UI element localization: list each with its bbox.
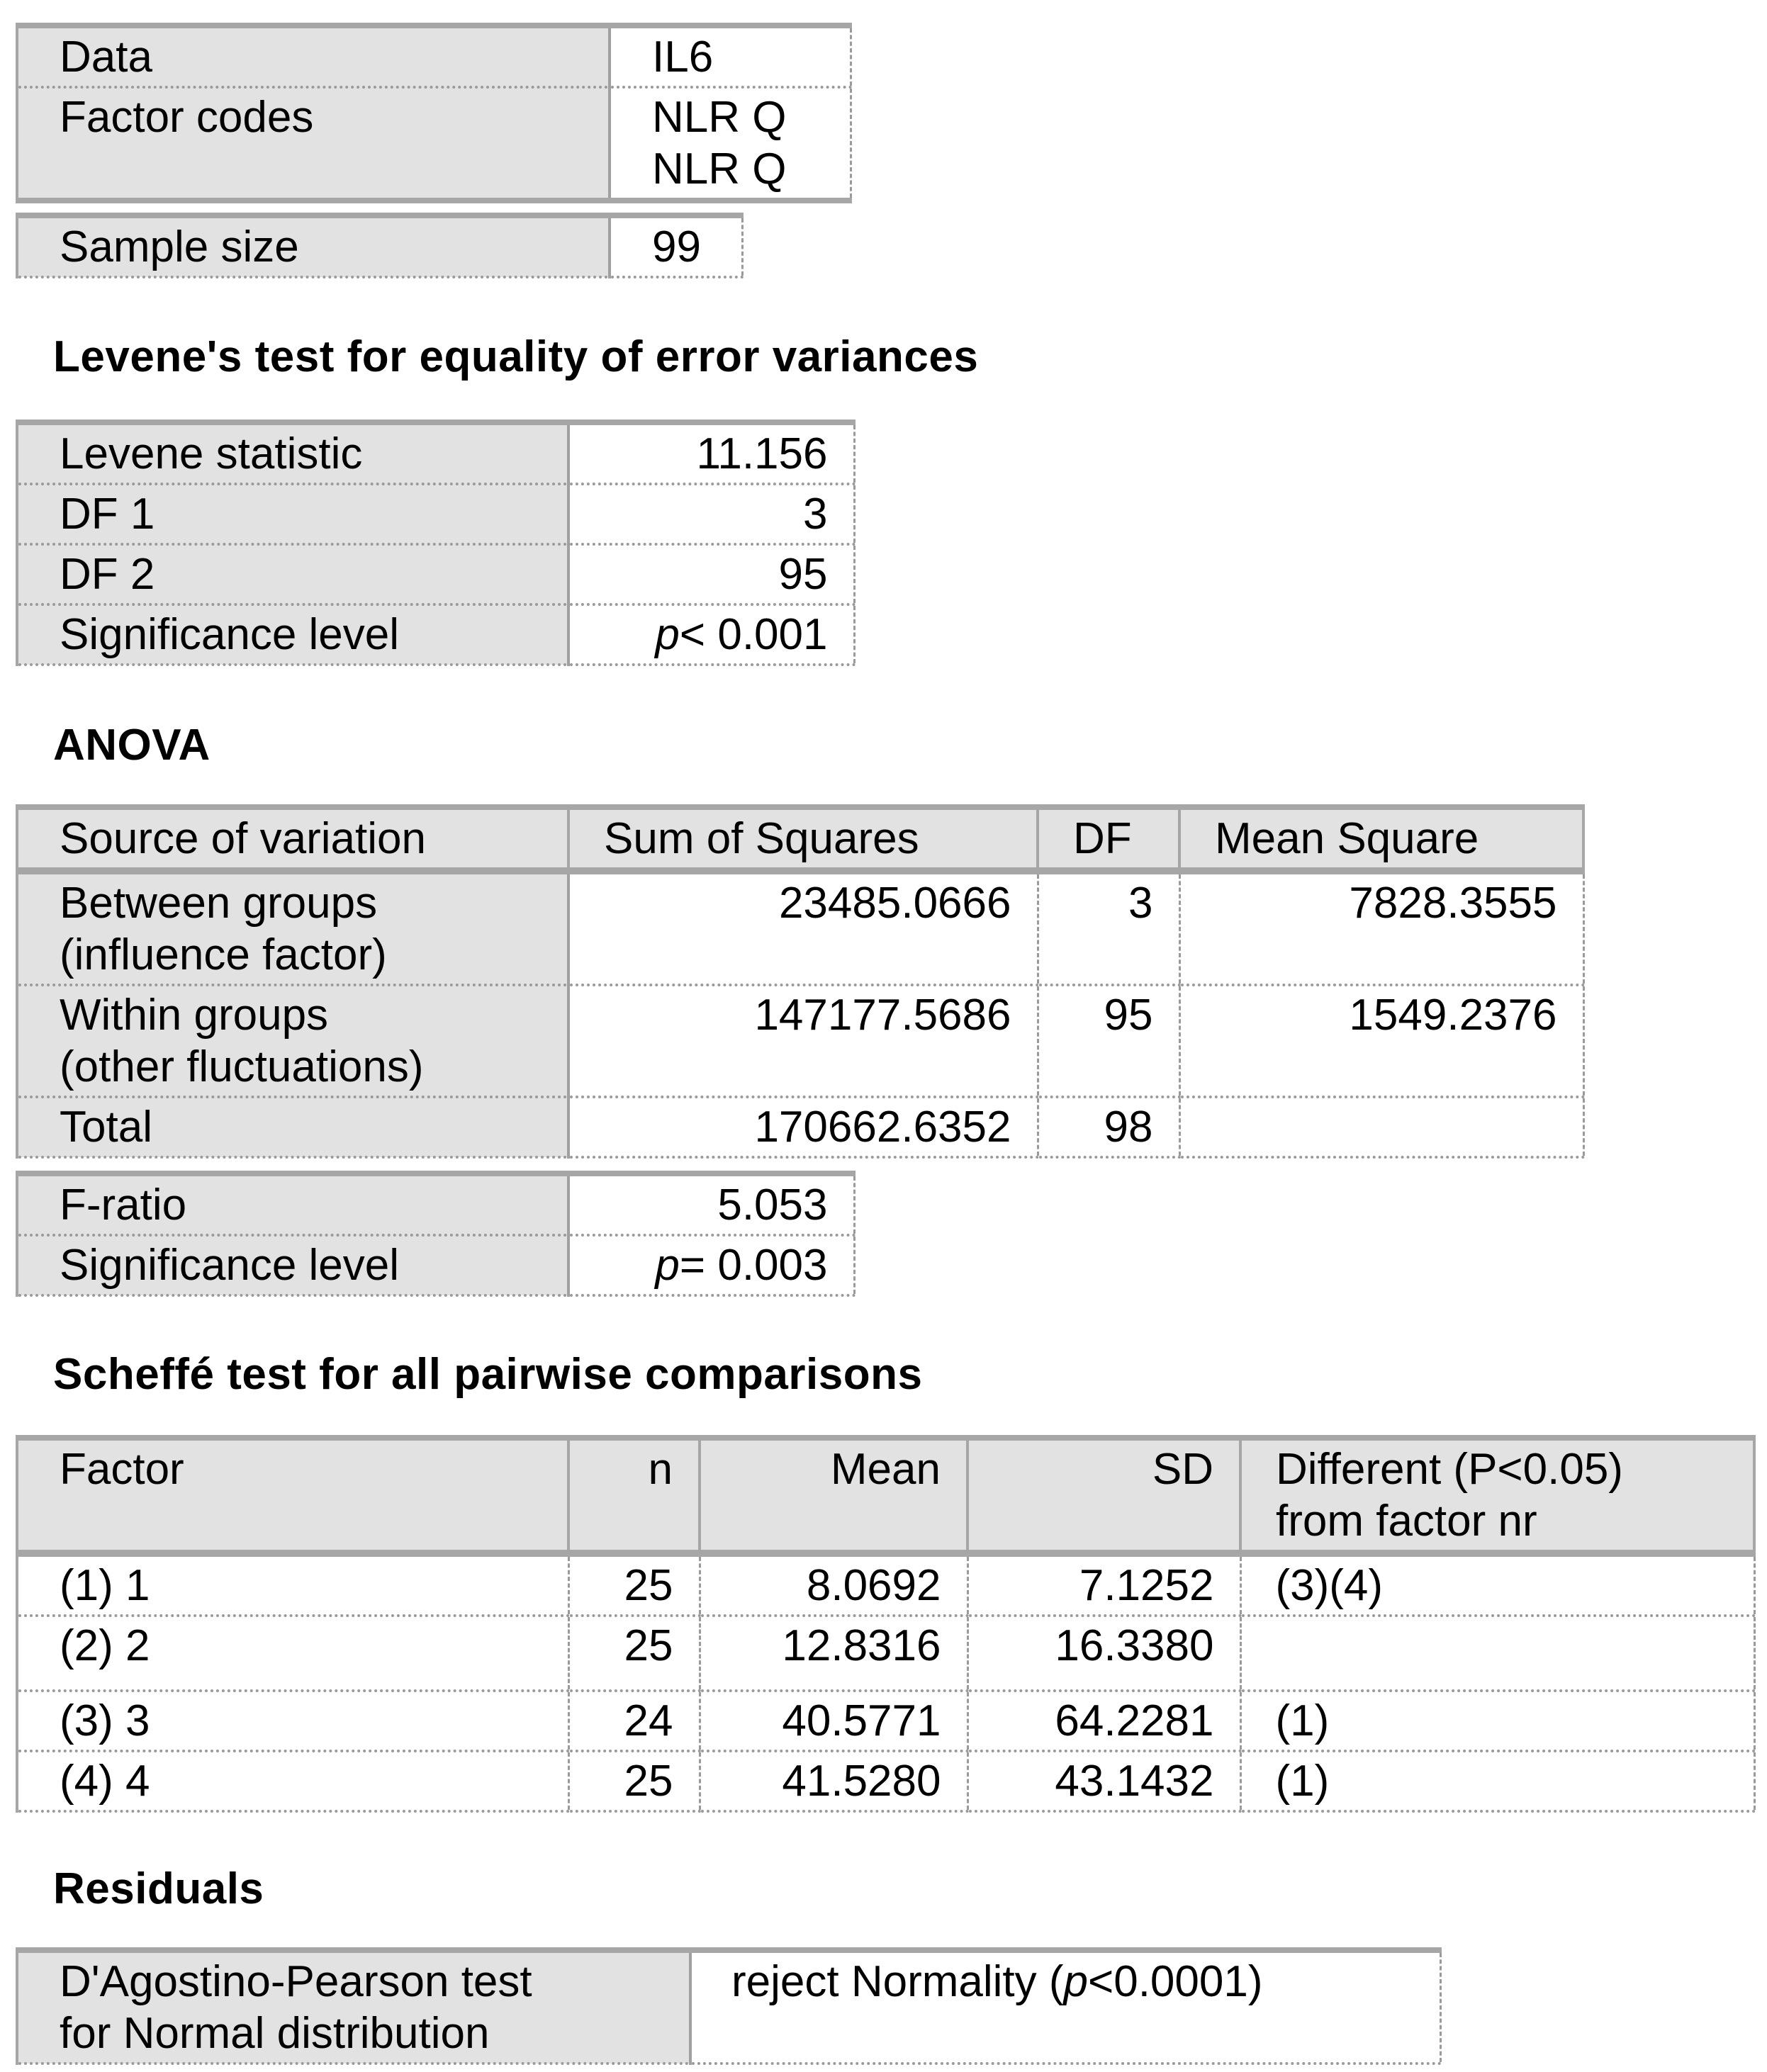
header-line-2: from factor nr xyxy=(1276,1497,1537,1545)
table-row xyxy=(17,1235,854,1295)
sum-of-squares-cell: 170662.6352 xyxy=(568,1097,1038,1157)
factor-cell: (4) 4 xyxy=(17,1751,568,1811)
mean-square-cell: 1549.2376 xyxy=(1179,985,1583,1097)
sample-size-label: Sample size xyxy=(60,223,299,271)
table-row xyxy=(17,1553,1754,1616)
sum-of-squares-cell: 147177.5686 xyxy=(568,985,1038,1097)
sample-size-table xyxy=(16,213,744,278)
sd-cell: 64.2281 xyxy=(967,1691,1240,1751)
row-label xyxy=(17,422,568,484)
p-symbol: p xyxy=(1063,1957,1088,2006)
anova-heading: ANOVA xyxy=(53,721,211,770)
sum-of-squares-cell: 23485.0666 xyxy=(568,871,1038,985)
row-value xyxy=(568,1235,854,1295)
significance-value: < 0.001 xyxy=(679,610,828,659)
row-label xyxy=(17,871,568,985)
source-line-2: (other fluctuations) xyxy=(60,1042,424,1091)
table-row xyxy=(17,985,1583,1097)
f-ratio-value: 5.053 xyxy=(717,1181,828,1229)
row-value xyxy=(610,215,742,277)
table-row xyxy=(17,215,742,277)
levene-table xyxy=(16,420,856,666)
header-row xyxy=(17,807,1583,871)
factor-cell: (2) 2 xyxy=(17,1616,568,1691)
column-header-different xyxy=(1240,1438,1754,1553)
anova-table xyxy=(16,804,1585,1159)
mean-square-cell xyxy=(1179,1097,1583,1157)
df-cell: 98 xyxy=(1038,1097,1179,1157)
different-cell: (1) xyxy=(1240,1691,1754,1751)
test-name-line-2: for Normal distribution xyxy=(60,2009,490,2058)
table-row xyxy=(17,422,854,484)
factor-code-1: NLR Q xyxy=(652,93,787,142)
header-row xyxy=(17,1438,1754,1553)
sd-cell: 43.1432 xyxy=(967,1751,1240,1811)
significance-label: Significance level xyxy=(60,610,400,659)
table-row xyxy=(17,1751,1754,1811)
column-header: DF xyxy=(1038,807,1179,871)
row-value xyxy=(610,87,851,201)
sd-cell: 16.3380 xyxy=(967,1616,1240,1691)
data-label: Data xyxy=(60,33,152,81)
result-prefix: reject Normality ( xyxy=(731,1957,1064,2006)
factor-code-2: NLR Q xyxy=(652,145,787,193)
f-ratio-table xyxy=(16,1171,856,1297)
p-symbol: p xyxy=(655,610,680,659)
test-name-line-1: D'Agostino-Pearson test xyxy=(60,1957,532,2006)
row-value xyxy=(568,484,854,544)
row-label xyxy=(17,484,568,544)
table-row xyxy=(17,871,1583,985)
source-line-1: Between groups xyxy=(60,879,378,928)
column-header: Sum of Squares xyxy=(568,807,1038,871)
f-ratio-label: F-ratio xyxy=(60,1181,187,1229)
n-cell: 25 xyxy=(568,1751,700,1811)
mean-cell: 12.8316 xyxy=(700,1616,967,1691)
row-value xyxy=(568,422,854,484)
different-cell xyxy=(1240,1616,1754,1691)
table-row xyxy=(17,26,851,87)
row-value xyxy=(568,1173,854,1235)
table-row xyxy=(17,484,854,544)
table-row xyxy=(17,544,854,604)
factor-codes-label: Factor codes xyxy=(60,93,314,142)
data-value: IL6 xyxy=(652,33,714,81)
source-line-1: Within groups xyxy=(60,991,329,1040)
residuals-table xyxy=(16,1947,1442,2065)
n-cell: 25 xyxy=(568,1616,700,1691)
table-row xyxy=(17,1691,1754,1751)
sd-cell: 7.1252 xyxy=(967,1553,1240,1616)
different-cell: (3)(4) xyxy=(1240,1553,1754,1616)
different-cell: (1) xyxy=(1240,1751,1754,1811)
table-row xyxy=(17,1616,1754,1691)
row-label xyxy=(17,87,610,201)
header-line-1: Different (P<0.05) xyxy=(1276,1445,1623,1494)
row-value xyxy=(568,604,854,665)
levene-heading: Levene's test for equality of error variances xyxy=(53,332,979,381)
table-row xyxy=(17,1173,854,1235)
column-header-n: n xyxy=(568,1438,700,1553)
factor-cell: (1) 1 xyxy=(17,1553,568,1616)
info-table xyxy=(16,23,852,203)
column-header: Source of variation xyxy=(17,807,568,871)
residuals-heading: Residuals xyxy=(53,1864,264,1913)
factor-cell: (3) 3 xyxy=(17,1691,568,1751)
p-symbol: p xyxy=(655,1241,680,1290)
sample-size-value: 99 xyxy=(652,223,701,271)
significance-value: = 0.003 xyxy=(679,1241,828,1290)
n-cell: 24 xyxy=(568,1691,700,1751)
column-header-factor: Factor xyxy=(17,1438,568,1553)
result-suffix: <0.0001) xyxy=(1088,1957,1263,2006)
column-header: Mean Square xyxy=(1179,807,1583,871)
levene-statistic-value: 11.156 xyxy=(696,429,828,478)
df1-label: DF 1 xyxy=(60,490,155,539)
mean-cell: 8.0692 xyxy=(700,1553,967,1616)
df2-label: DF 2 xyxy=(60,550,155,599)
significance-label: Significance level xyxy=(60,1241,400,1290)
row-label xyxy=(17,1950,690,2063)
row-label xyxy=(17,604,568,665)
scheffe-heading: Scheffé test for all pairwise comparisons xyxy=(53,1350,923,1399)
row-label xyxy=(17,215,610,277)
table-row xyxy=(17,604,854,665)
df-cell: 3 xyxy=(1038,871,1179,985)
row-label xyxy=(17,544,568,604)
row-value xyxy=(610,26,851,87)
column-header-mean: Mean xyxy=(700,1438,967,1553)
df1-value: 3 xyxy=(803,490,828,539)
table-row xyxy=(17,1097,1583,1157)
row-label xyxy=(17,1235,568,1295)
df-cell: 95 xyxy=(1038,985,1179,1097)
mean-square-cell: 7828.3555 xyxy=(1179,871,1583,985)
table-row xyxy=(17,87,851,201)
mean-cell: 40.5771 xyxy=(700,1691,967,1751)
row-label xyxy=(17,985,568,1097)
row-value xyxy=(690,1950,1440,2063)
row-label xyxy=(17,26,610,87)
row-label xyxy=(17,1173,568,1235)
levene-statistic-label: Levene statistic xyxy=(60,429,363,478)
row-label xyxy=(17,1097,568,1157)
source-line-2: (influence factor) xyxy=(60,930,387,979)
scheffe-table xyxy=(16,1435,1756,1813)
n-cell: 25 xyxy=(568,1553,700,1616)
source-line-1: Total xyxy=(60,1103,152,1152)
column-header-sd: SD xyxy=(967,1438,1240,1553)
df2-value: 95 xyxy=(778,550,828,599)
mean-cell: 41.5280 xyxy=(700,1751,967,1811)
table-row xyxy=(17,1950,1440,2063)
row-value xyxy=(568,544,854,604)
